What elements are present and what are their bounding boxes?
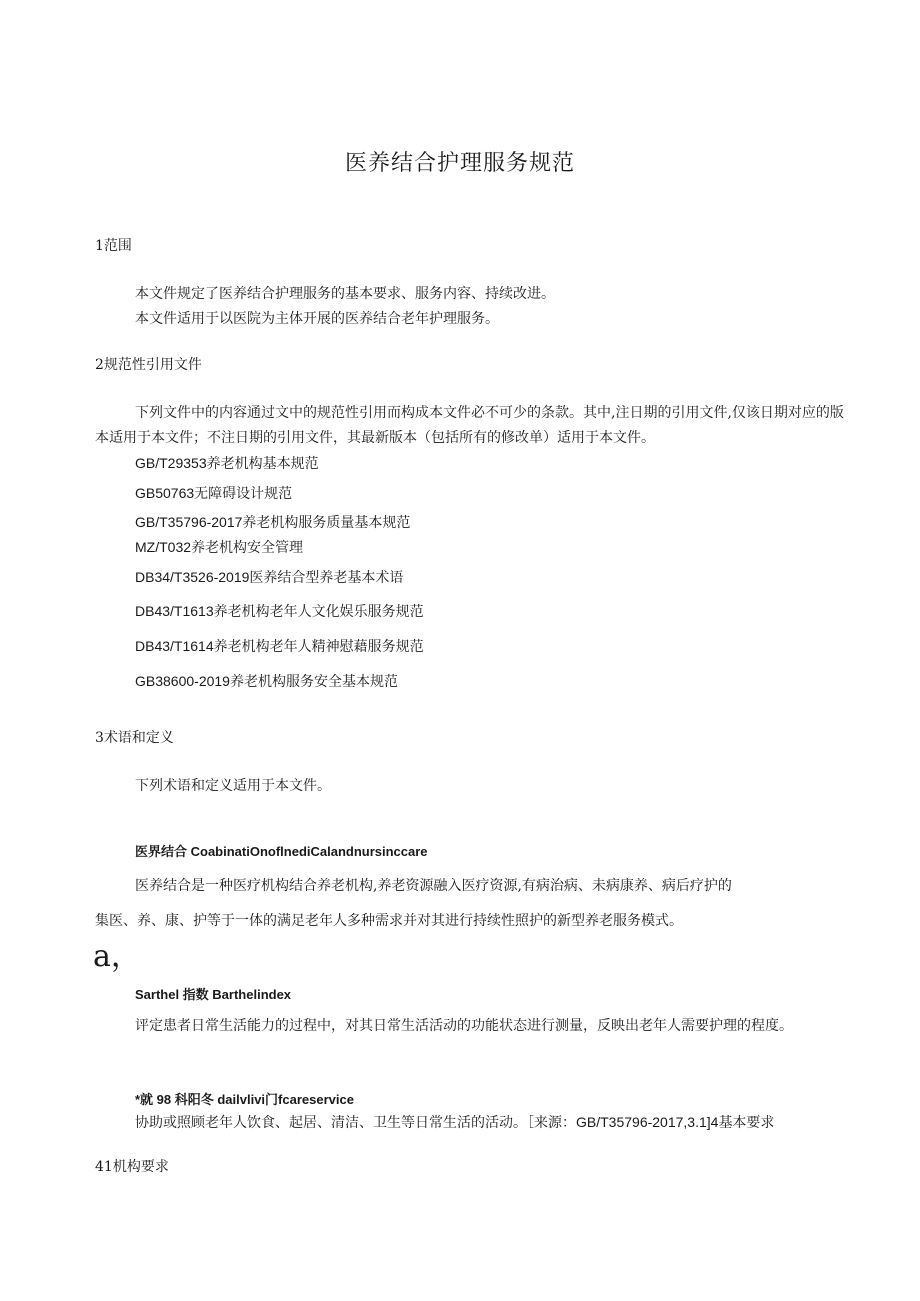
term-definition-line: 集医、养、康、护等于一体的满足老年人多种需求并对其进行持续性照护的新型养老服务模式。 — [95, 913, 683, 929]
reference-name: 养老机构安全管理 — [191, 540, 304, 556]
term-definition-paragraph: 评定患者日常生活能力的过程中，对其日常生活活动的功能状态进行测量，反映出老年人需要护理的程度。 — [135, 1018, 793, 1034]
scope-paragraph-1: 本文件规定了医养结合护理服务的基本要求、服务内容、持续改进。 — [135, 286, 555, 302]
reference-code: GB/T35796-2017 — [135, 514, 243, 530]
reference-code: DB43/T1613 — [135, 603, 214, 619]
reference-name: 养老机构服务安全基本规范 — [229, 674, 398, 690]
reference-name: 养老机构老年人精神慰藉服务规范 — [213, 639, 424, 655]
term-definition-line — [135, 1113, 774, 1132]
scope-paragraph-2: 本文件适用于以医院为主体开展的医养结合老年护理服务。 — [135, 311, 499, 327]
reference-item — [135, 454, 319, 473]
reference-code: GB50763 — [135, 485, 195, 501]
reference-item — [135, 637, 424, 656]
term-definition-text: 协助或照顾老年人饮食、起居、清洁、卫生等日常生活的活动。［来源： — [135, 1115, 576, 1131]
term-label: 医界结合 CoabinatiOnoflnediCalandnursinccare — [135, 844, 428, 859]
references-intro-paragraph: 下列文件中的内容通过文中的规范性引用而构成本文件必不可少的条款。其中,注日期的引用文件,仅该日期对应的版本适用于本文件；不注日期的引用文件，其最新版本（包括所有的修改单）适用于本文件。 — [95, 405, 844, 446]
term-definition-line: 医养结合是一种医疗机构结合养老机构,养老资源融入医疗资源,有病治病、未病康养、病后疗护的 — [135, 878, 732, 894]
reference-name: 养老机构老年人文化娱乐服务规范 — [213, 604, 424, 620]
term-definition-source: GB/T35796-2017,3.1]4 — [576, 1114, 719, 1130]
term-label: Sarthel 指数 Barthelindex — [135, 987, 292, 1002]
reference-item — [135, 484, 292, 503]
section-heading-normative-references: 2规范性引用文件 — [95, 357, 202, 373]
reference-item — [135, 513, 410, 532]
reference-item — [135, 672, 398, 691]
reference-code: GB38600-2019 — [135, 673, 230, 689]
reference-name: 养老机构基本规范 — [206, 456, 319, 472]
reference-code: DB43/T1614 — [135, 638, 214, 654]
document-title: 医养结合护理服务规范 — [344, 151, 575, 176]
section-heading-institution-requirements: 41机构要求 — [95, 1159, 169, 1175]
section-heading-scope: 1范围 — [95, 238, 132, 254]
stray-glyph: a， — [93, 939, 141, 974]
term-label: *就 98 科阳冬 dailvlivi门fcareservice — [135, 1092, 354, 1107]
section-heading-terms-definitions: 3术语和定义 — [95, 730, 174, 746]
reference-item — [135, 568, 403, 587]
reference-item — [135, 602, 424, 621]
reference-name: 养老机构服务质量基本规范 — [242, 515, 411, 531]
reference-name: 医养结合型养老基本术语 — [249, 570, 404, 586]
terms-intro-paragraph: 下列术语和定义适用于本文件。 — [135, 778, 331, 794]
reference-item — [135, 538, 303, 557]
reference-name: 无障碍设计规范 — [194, 486, 293, 502]
reference-code: MZ/T032 — [135, 539, 192, 555]
reference-code: GB/T29353 — [135, 455, 207, 471]
section-heading-basic-requirements: 基本要求 — [718, 1115, 775, 1131]
reference-code: DB34/T3526-2019 — [135, 569, 250, 585]
